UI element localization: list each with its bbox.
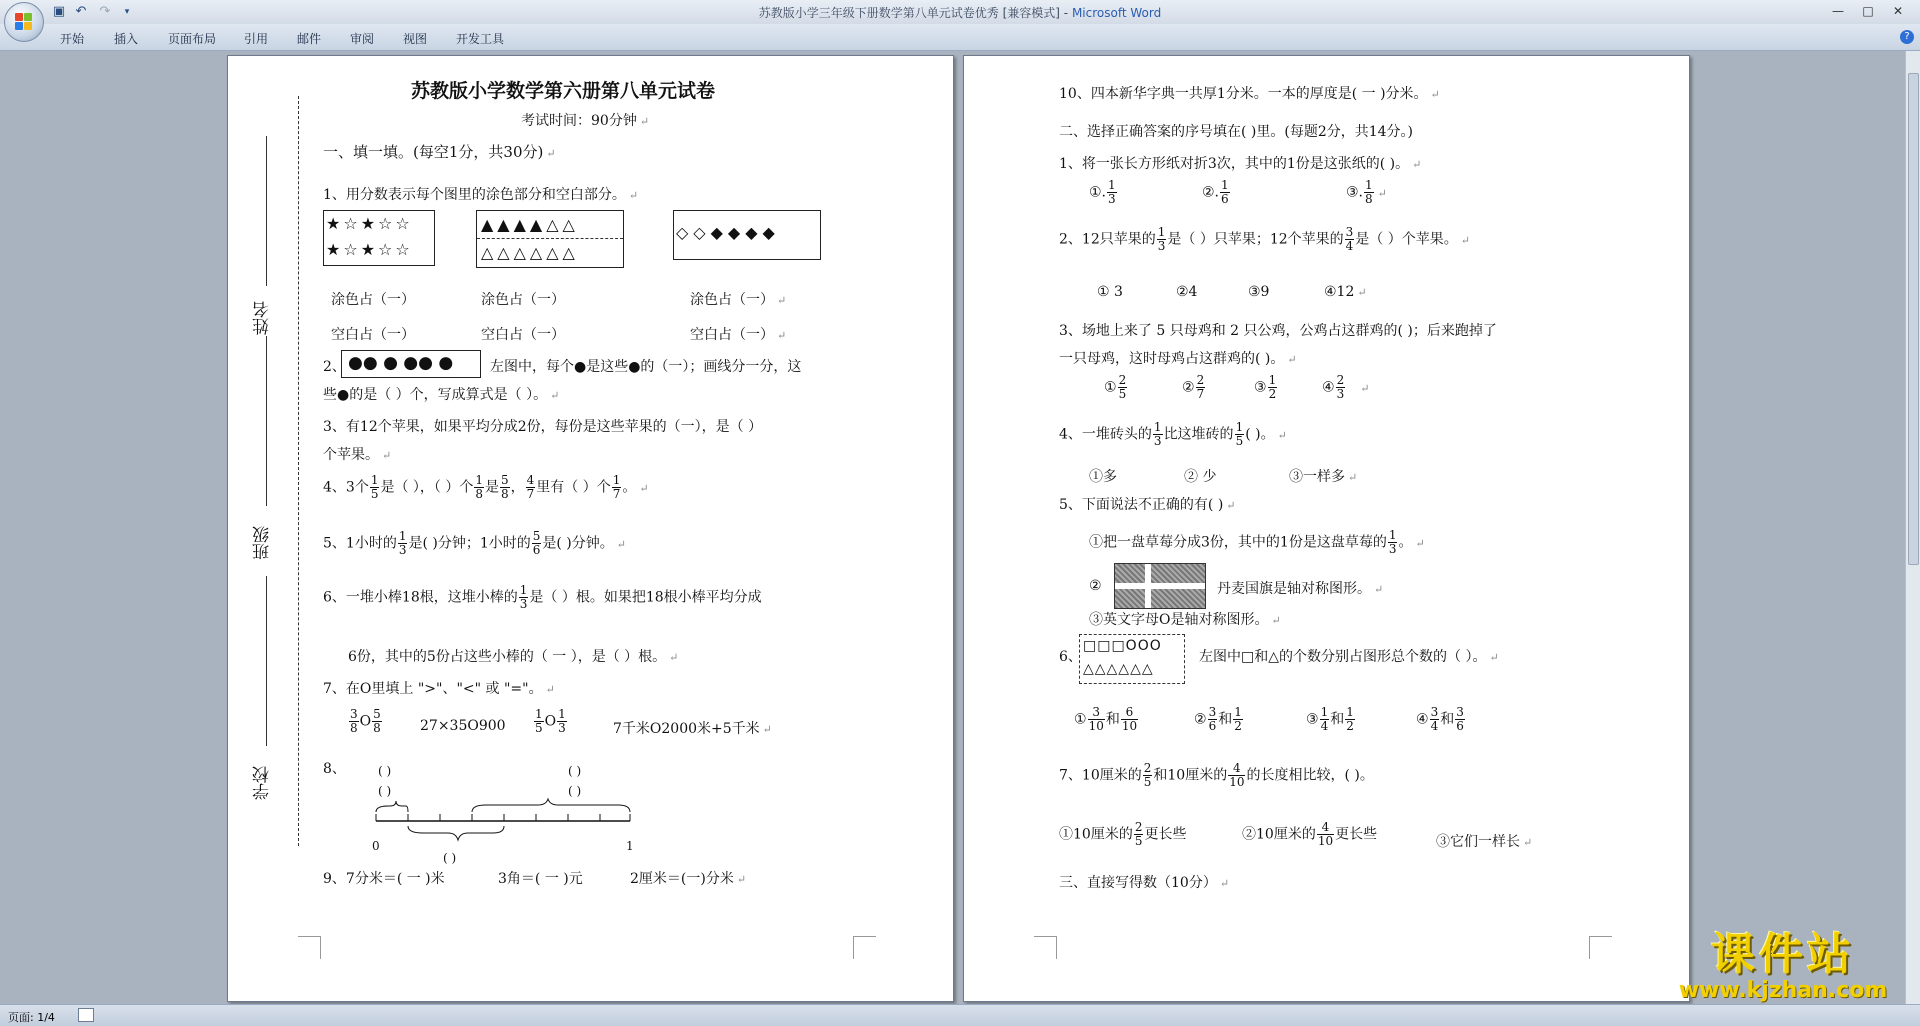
ribbon xyxy=(0,24,1920,51)
choice-2-option-2: ②4 xyxy=(1176,284,1198,300)
question-2-text-a: 左图中，每个●是这些●的（一）；画线分一分，这 xyxy=(490,359,802,375)
shapes-figure: □□□OOO △△△△△△ xyxy=(1079,634,1185,684)
watermark-url: www.kjzhan.com xyxy=(1678,978,1888,1003)
question-1: 1、用分数表示每个图里的涂色部分和空白部分。 ↵ xyxy=(323,187,639,203)
scrollbar-thumb[interactable] xyxy=(1908,73,1919,565)
choice-2-option-4: ④12 ↵ xyxy=(1324,284,1367,300)
question-2-number: 2、 xyxy=(323,359,346,375)
close-button[interactable]: ✕ xyxy=(1892,4,1904,18)
number-line-one: 1 xyxy=(626,839,634,853)
question-3-a: 3、有12个苹果，如果平均分成2份，每份是这些苹果的（一），是（ ） xyxy=(323,419,763,435)
choice-7-option-3: ③它们一样长 ↵ xyxy=(1436,834,1533,850)
choice-question-7: 7、10厘米的 $\frac{2}{5}$ 和10厘米的 $\frac{4}{10}$ 的长度相比较，( )。 xyxy=(1059,761,1374,789)
answer-blank: ( ) xyxy=(568,764,582,778)
compare-1: $\frac{3}{8}$ O $\frac{5}{8}$ xyxy=(350,707,381,735)
number-line-zero: 0 xyxy=(372,839,380,853)
margin-corner xyxy=(1589,936,1612,959)
class-label: 班级 xyxy=(253,526,273,560)
help-icon[interactable]: ? xyxy=(1900,30,1914,44)
page-title: 苏教版小学数学第六册第八单元试卷 xyxy=(411,80,716,102)
choice-question-3-a: 3、场地上来了 5 只母鸡和 2 只公鸡，公鸡占这群鸡的( )；后来跑掉了 xyxy=(1059,323,1497,339)
fraction: $\frac{1}{7}$ xyxy=(612,473,621,501)
fraction: $\frac{1}{8}$ xyxy=(475,473,484,501)
choice-5-option-1: ①把一盘草莓分成3份，其中的1份是这盘草莓的 $\frac{1}{3}$ 。 ↵ xyxy=(1089,528,1425,556)
fraction: $\frac{4}{7}$ xyxy=(526,473,535,501)
app-name: Microsoft Word xyxy=(1071,6,1162,20)
compare-4: 7千米O2000米+5千米 ↵ xyxy=(613,721,772,737)
choice-4-option-1: ①多 xyxy=(1089,469,1117,485)
question-5: 5、1小时的 $\frac{1}{3}$ 是( )分钟；1小时的 $\frac{5}{6}$ 是( )分钟。 ↵ xyxy=(323,529,626,557)
save-icon[interactable]: ▣ xyxy=(52,4,66,19)
choice-1-option-3: ③. $\frac{1}{8}$ ↵ xyxy=(1346,178,1387,206)
tab-view[interactable]: 视图 xyxy=(403,32,428,46)
question-9-b: 3角＝( 一 )元 xyxy=(498,871,583,887)
choice-2-option-1: ① 3 xyxy=(1097,284,1123,300)
choice-6-option-3: ③ $\frac{1}{4}$ 和 $\frac{1}{2}$ xyxy=(1306,705,1354,733)
tab-references[interactable]: 引用 xyxy=(244,32,269,46)
document-title: 苏教版小学三年级下册数学第八单元试卷优秀 [兼容模式] xyxy=(758,6,1060,20)
choice-5-option-3: ③英文字母O是轴对称图形。 ↵ xyxy=(1089,612,1281,628)
name-line xyxy=(266,136,267,286)
compare-2: 27×35O900 xyxy=(420,718,506,734)
choice-4-option-3: ③一样多 ↵ xyxy=(1289,469,1358,485)
choice-question-4: 4、一堆砖头的 $\frac{1}{3}$ 比这堆砖的 $\frac{1}{5}$ ( )。 ↵ xyxy=(1059,420,1287,448)
fraction: $\frac{5}{8}$ xyxy=(501,473,509,501)
proofing-icon[interactable] xyxy=(78,1008,94,1022)
stars-figure: ★☆★☆☆ ★☆★☆☆ xyxy=(323,210,435,266)
question-4: 4、3个 $\frac{1}{5}$ 是（ ），（ ）个 $\frac{1}{8}$ 是 $\frac{5}{8}$ ， $\frac{4}{7}$ 里有（ ）个 $\frac{1}{7}$ 。 ↵ xyxy=(323,473,649,501)
margin-corner xyxy=(1034,936,1057,959)
blank-label-2: 空白占（一） xyxy=(481,327,565,343)
choice-1-option-2: ②. $\frac{1}{6}$ xyxy=(1202,178,1229,206)
answer-blank: ( ) xyxy=(378,764,392,778)
section-1-heading: 一、填一填。(每空1分，共30分) ↵ xyxy=(323,143,556,161)
choice-7-option-2: ②10厘米的 $\frac{4}{10}$ 更长些 xyxy=(1242,820,1378,848)
blank-label-1: 空白占（一） xyxy=(331,327,415,343)
redo-icon[interactable]: ↷ xyxy=(99,4,111,19)
shade-label-1: 涂色占（一） xyxy=(331,292,415,308)
fraction: $\frac{1}{3}$ xyxy=(398,529,407,557)
tab-review[interactable]: 审阅 xyxy=(350,32,375,46)
choice-question-2: 2、12只苹果的 $\frac{1}{3}$ 是（ ）只苹果；12个苹果的 $\frac{3}{4}$ 是（ ）个苹果。 ↵ xyxy=(1059,225,1470,253)
watermark-brand: 课件站 xyxy=(1711,929,1855,980)
answer-blank: ( ) xyxy=(568,784,582,798)
triangles-figure: ▲▲▲▲△△ △△△△△△ xyxy=(476,210,624,268)
choice-6-option-2: ② $\frac{3}{6}$ 和 $\frac{1}{2}$ xyxy=(1194,705,1242,733)
question-6-b: 6份，其中的5份占这些小棒的（ 一 ），是（ ）根。 ↵ xyxy=(348,649,679,665)
choice-1-option-1: ①. $\frac{1}{3}$ xyxy=(1089,178,1116,206)
tab-developer[interactable]: 开发工具 xyxy=(456,32,505,46)
choice-5-option-2-number: ② xyxy=(1089,578,1102,594)
name-label: 姓名 xyxy=(253,301,273,335)
class-line xyxy=(266,336,267,506)
choice-3-option-4: ④ $\frac{2}{3}$ ↵ xyxy=(1322,373,1370,401)
question-2-text-b: 些●的是（ ）个，写成算式是（ ）。 ↵ xyxy=(323,387,560,403)
tab-home[interactable]: 开始 xyxy=(60,32,85,46)
office-logo-icon xyxy=(15,13,33,31)
status-bar xyxy=(0,1004,1920,1026)
choice-6-option-4: ④ $\frac{3}{4}$ 和 $\frac{3}{6}$ xyxy=(1416,705,1464,733)
window-title: 苏教版小学三年级下册数学第八单元试卷优秀 [兼容模式] - Microsoft Word xyxy=(758,6,1162,20)
fraction: $\frac{5}{6}$ xyxy=(532,529,541,557)
question-8-number: 8、 xyxy=(323,761,346,777)
dropdown-icon[interactable]: ▾ xyxy=(124,7,130,17)
title-bar xyxy=(0,0,1920,24)
choice-2-option-3: ③9 xyxy=(1248,284,1270,300)
question-7: 7、在O里填上 ">"、"<" 或 "="。 ↵ xyxy=(323,681,555,697)
answer-blank: ( ) xyxy=(443,851,457,865)
question-3-b: 个苹果。 ↵ xyxy=(323,447,392,463)
margin-corner xyxy=(853,936,876,959)
tab-insert[interactable]: 插入 xyxy=(114,32,139,46)
choice-5-option-2: 丹麦国旗是轴对称图形。 ↵ xyxy=(1217,581,1384,597)
tab-page-layout[interactable]: 页面布局 xyxy=(168,32,217,46)
fraction: $\frac{1}{5}$ xyxy=(370,473,379,501)
section-3-heading: 三、直接写得数（10分） ↵ xyxy=(1059,875,1230,891)
answer-blank: ( ) xyxy=(378,784,392,798)
choice-3-option-2: ② $\frac{2}{7}$ xyxy=(1182,373,1205,401)
question-6-a: 6、一堆小棒18根，这堆小棒的 $\frac{1}{3}$ 是（ ）根。如果把18根小棒平均分成 xyxy=(323,583,762,611)
blank-label-3: 空白占（一） ↵ xyxy=(690,327,787,343)
dots-figure: ●● ● ●● ● xyxy=(341,350,481,378)
choice-question-6-number: 6、 xyxy=(1059,649,1082,665)
minimize-button[interactable]: — xyxy=(1832,4,1844,18)
fraction: $\frac{1}{3}$ xyxy=(519,583,528,611)
undo-icon[interactable]: ↶ xyxy=(75,4,87,19)
choice-6-option-1: ① $\frac{3}{10}$ 和 $\frac{6}{10}$ xyxy=(1074,705,1138,733)
tab-mailings[interactable]: 邮件 xyxy=(297,32,322,46)
choice-question-6: 左图中□和△的个数分别占图形总个数的（ ）。 ↵ xyxy=(1199,649,1499,665)
margin-corner xyxy=(298,936,321,959)
diamonds-figure: ◇◇◆◆◆◆ xyxy=(673,210,821,260)
choice-question-1: 1、将一张长方形纸对折3次，其中的1份是这张纸的( )。 ↵ xyxy=(1059,156,1422,172)
shade-label-2: 涂色占（一） xyxy=(481,292,565,308)
question-10: 10、四本新华字典一共厚1分米。一本的厚度是( 一 )分米。 ↵ xyxy=(1059,86,1440,102)
compare-3: $\frac{1}{5}$ O $\frac{1}{3}$ xyxy=(535,707,566,735)
number-line xyxy=(368,796,668,851)
choice-3-option-1: ① $\frac{2}{5}$ xyxy=(1104,373,1127,401)
exam-time: 考试时间：90分钟 ↵ xyxy=(521,113,650,129)
school-line xyxy=(266,576,267,746)
choice-question-3-b: 一只母鸡，这时母鸡占这群鸡的( )。 ↵ xyxy=(1059,351,1297,367)
choice-3-option-3: ③ $\frac{1}{2}$ xyxy=(1254,373,1277,401)
denmark-flag-figure xyxy=(1114,563,1206,609)
watermark xyxy=(1668,930,1898,1002)
question-9-a: 9、7分米＝( 一 )米 xyxy=(323,871,445,887)
choice-question-5: 5、下面说法不正确的有( ) ↵ xyxy=(1059,497,1236,513)
page-1 xyxy=(227,55,954,1002)
question-9-c: 2厘米＝(一)分米 ↵ xyxy=(630,871,747,887)
binding-line xyxy=(298,96,299,846)
section-2-heading: 二、选择正确答案的序号填在( )里。(每题2分，共14分。) xyxy=(1059,124,1414,140)
choice-4-option-2: ② 少 xyxy=(1184,469,1217,485)
vertical-scrollbar[interactable] xyxy=(1905,51,1920,1004)
maximize-button[interactable]: □ xyxy=(1862,4,1874,18)
shade-label-3: 涂色占（一） ↵ xyxy=(690,292,787,308)
page-indicator[interactable]: 页面: 1/4 xyxy=(8,1011,55,1024)
school-label: 学校 xyxy=(253,766,273,800)
choice-7-option-1: ①10厘米的 $\frac{2}{5}$ 更长些 xyxy=(1059,820,1187,848)
page-2 xyxy=(963,55,1690,1002)
office-button[interactable] xyxy=(4,2,44,42)
